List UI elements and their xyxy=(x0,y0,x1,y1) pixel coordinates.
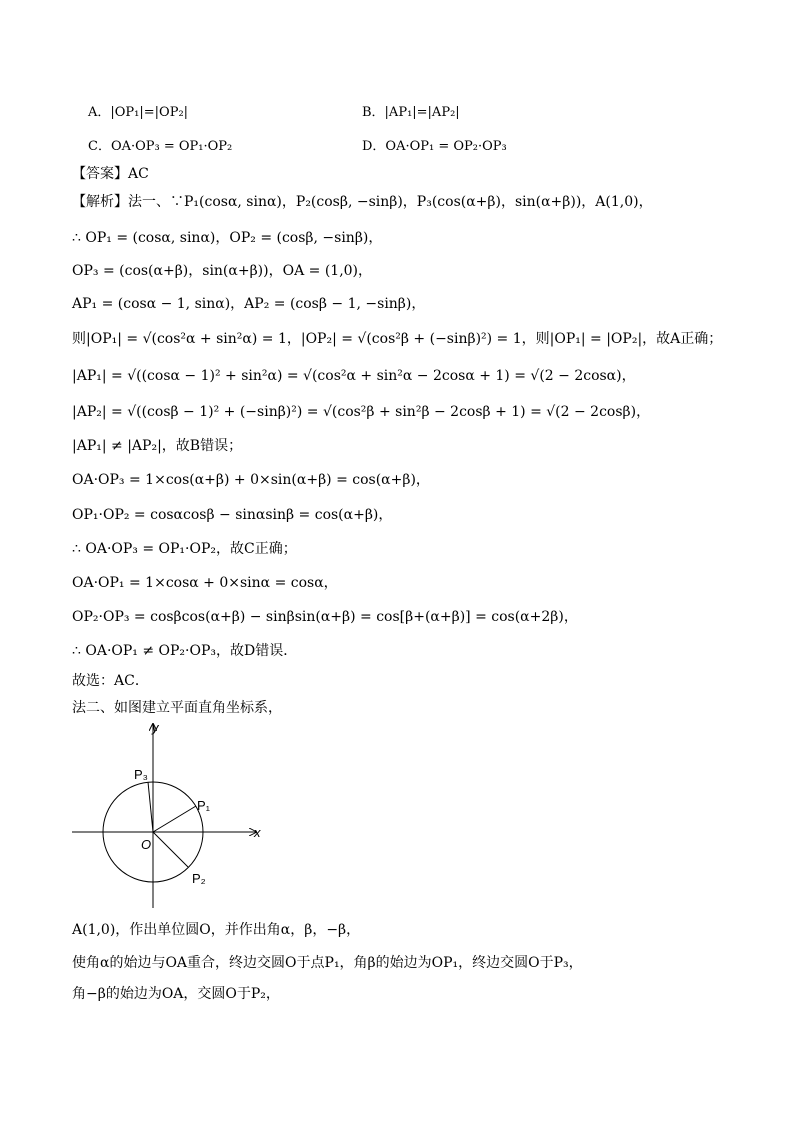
p2-label: P₂ xyxy=(192,871,206,886)
analysis-line-13: OP₂·OP₃ = cosβcos(α+β) − sinβsin(α+β) = cos[β+(α+β)] = cos(α+2β)， xyxy=(72,609,578,625)
after-line-2: 使角α的始边与OA重合，终边交圆O于点P₁，角β的始边为OP₁，终边交圆O于P₃， xyxy=(72,955,583,971)
option-c: C．OA·OP₃ = OP₁·OP₂ xyxy=(88,139,233,154)
analysis-line-8: |AP₁| ≠ |AP₂|，故B错误； xyxy=(72,438,243,454)
after-line-3: 角−β的始边为OA，交圆O于P₂， xyxy=(72,986,280,1002)
analysis-line-4: AP₁ = (cosα − 1, sinα)，AP₂ = (cosβ − 1, −sinβ)， xyxy=(72,296,426,312)
y-axis-label: y xyxy=(152,720,159,735)
analysis-line-14: ∴ OA·OP₁ ≠ OP₂·OP₃，故D错误． xyxy=(72,643,298,659)
analysis-line-15: 故选：AC． xyxy=(72,673,149,689)
analysis-line-5: 则|OP₁| = √(cos²α + sin²α) = 1，|OP₂| = √(cos²β + (−sinβ)²) = 1，则|OP₁| = |OP₂|，故A正确； xyxy=(72,331,723,347)
origin-label: O xyxy=(141,837,152,852)
unit-circle-figure xyxy=(68,718,268,914)
analysis-line-11: ∴ OA·OP₃ = OP₁·OP₂，故C正确； xyxy=(72,541,297,557)
analysis-line-16: 法二、如图建立平面直角坐标系， xyxy=(72,700,282,716)
ray-op2 xyxy=(153,832,188,867)
analysis-line-12: OA·OP₁ = 1×cosα + 0×sinα = cosα， xyxy=(72,575,338,591)
analysis-line-3: OP₃ = (cos(α+β)，sin(α+β))，OA = (1,0)， xyxy=(72,263,373,279)
after-line-1: A(1,0)，作出单位圆O，并作出角α，β，−β， xyxy=(72,922,361,938)
analysis-line-1: 【解析】法一、∵P₁(cosα, sinα)，P₂(cosβ, −sinβ)，P₃(cos(α+β)，sin(α+β))，A(1,0)， xyxy=(72,194,653,210)
ray-op1 xyxy=(153,806,196,832)
x-axis-label: x xyxy=(254,825,261,840)
option-b: B．|AP₁|=|AP₂| xyxy=(362,105,460,120)
p3-label: P₃ xyxy=(134,767,148,782)
analysis-line-9: OA·OP₃ = 1×cos(α+β) + 0×sin(α+β) = cos(α+β)， xyxy=(72,472,430,488)
analysis-line-2: ∴ OP₁ = (cosα, sinα)，OP₂ = (cosβ, −sinβ)， xyxy=(72,230,383,246)
option-a: A．|OP₁|=|OP₂| xyxy=(88,105,189,120)
option-d: D．OA·OP₁ = OP₂·OP₃ xyxy=(362,139,507,154)
analysis-line-6: |AP₁| = √((cosα − 1)² + sin²α) = √(cos²α + sin²α − 2cosα + 1) = √(2 − 2cosα)， xyxy=(72,368,636,384)
ray-op3 xyxy=(148,782,153,832)
answer-line: 【答案】AC xyxy=(72,166,149,182)
analysis-line-7: |AP₂| = √((cosβ − 1)² + (−sinβ)²) = √(cos²β + sin²β − 2cosβ + 1) = √(2 − 2cosβ)， xyxy=(72,404,651,420)
p1-label: P₁ xyxy=(197,798,211,813)
analysis-line-10: OP₁·OP₂ = cosαcosβ − sinαsinβ = cos(α+β)， xyxy=(72,507,393,523)
